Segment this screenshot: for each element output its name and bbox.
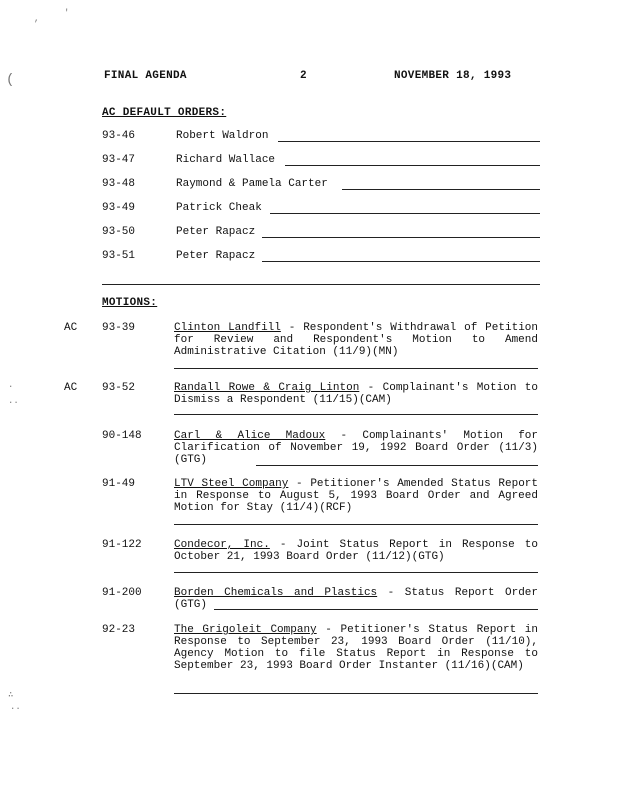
motion-description [174, 382, 538, 406]
scan-speck: ( [6, 72, 15, 88]
motion-party: Borden Chemicals and Plastics [174, 587, 378, 599]
line-rule [174, 414, 538, 415]
case-number: 91-122 [102, 539, 142, 551]
line-rule [285, 165, 540, 166]
motion-text: - Complainants' Motion for Clarification of November 19, 1992 Board Order (11/3)(GTG) [174, 430, 539, 466]
line-rule [174, 693, 538, 694]
scan-speck: ·· [8, 398, 19, 408]
motion-description [174, 430, 538, 466]
line-rule [214, 609, 538, 610]
agenda-date: NOVEMBER 18, 1993 [394, 70, 512, 82]
motion-party: LTV Steel Company [174, 478, 289, 490]
party-name: Robert Waldron [176, 130, 269, 142]
motion-text: - Complainant's Motion to Dismiss a Respondent (11/15)(CAM) [174, 382, 538, 406]
section-divider [102, 284, 540, 285]
case-number: 93-39 [102, 322, 136, 334]
scan-speck: , [34, 14, 40, 24]
line-rule [256, 465, 538, 466]
motion-description [174, 624, 538, 672]
case-number: 91-49 [102, 478, 136, 490]
case-number: 92-23 [102, 624, 136, 636]
page-number: 2 [300, 70, 307, 82]
section-heading-ac-default-orders: AC DEFAULT ORDERS: [102, 107, 227, 119]
motion-party: Clinton Landfill [174, 322, 281, 334]
case-number: 93-50 [102, 226, 136, 238]
ac-flag: AC [64, 322, 78, 334]
case-number: 93-52 [102, 382, 136, 394]
line-rule [174, 368, 538, 369]
line-rule [174, 524, 538, 525]
ac-flag: AC [64, 382, 78, 394]
motion-description [174, 587, 538, 611]
party-name: Raymond & Pamela Carter [176, 178, 328, 190]
party-name: Peter Rapacz [176, 250, 256, 262]
motion-party: The Grigoleit Company [174, 624, 317, 636]
party-name: Patrick Cheak [176, 202, 262, 214]
case-number: 93-47 [102, 154, 136, 166]
scan-speck: ∴ [8, 690, 14, 700]
motion-text: - Respondent's Withdrawal of Petition for Review and Respondent's Motion to Amend Administrative Citation (11/9)(MN) [174, 322, 538, 358]
case-number: 93-49 [102, 202, 136, 214]
motion-text: - Status Report Order (GTG) [174, 587, 538, 611]
line-rule [262, 261, 540, 262]
case-number: 93-51 [102, 250, 136, 262]
motion-party: Randall Rowe & Craig Linton [174, 382, 360, 394]
line-rule [270, 213, 540, 214]
motion-description [174, 539, 538, 563]
motion-text: - Petitioner's Status Report in Response to September 23, 1993 Board Order (11/10), Agency Motion to file Status Report in Response to September 23, 1993 Board Order Instanter (11/16)(CAM) [174, 624, 539, 672]
section-heading-motions: MOTIONS: [102, 297, 158, 309]
case-number: 90-148 [102, 430, 142, 442]
party-name: Richard Wallace [176, 154, 276, 166]
case-number: 93-46 [102, 130, 136, 142]
motion-text: - Joint Status Report in Response to October 21, 1993 Board Order (11/12)(GTG) [174, 539, 538, 563]
motion-description [174, 322, 538, 358]
party-name: Peter Rapacz [176, 226, 256, 238]
motion-party: Condecor, Inc. [174, 539, 270, 551]
motion-text: - Petitioner's Amended Status Report in Response to August 5, 1993 Board Order and Agreed Motion for Stay (11/4)(RCF) [174, 478, 538, 514]
case-number: 91-200 [102, 587, 142, 599]
motion-party: Carl & Alice Madoux [174, 430, 326, 442]
line-rule [174, 572, 538, 573]
motion-description [174, 478, 538, 514]
agenda-title: FINAL AGENDA [104, 70, 187, 82]
scan-speck: ' [64, 8, 70, 18]
line-rule [278, 141, 540, 142]
scan-speck: ·· [10, 704, 21, 714]
scan-speck: · [8, 382, 14, 392]
case-number: 93-48 [102, 178, 136, 190]
line-rule [342, 189, 540, 190]
line-rule [262, 237, 540, 238]
